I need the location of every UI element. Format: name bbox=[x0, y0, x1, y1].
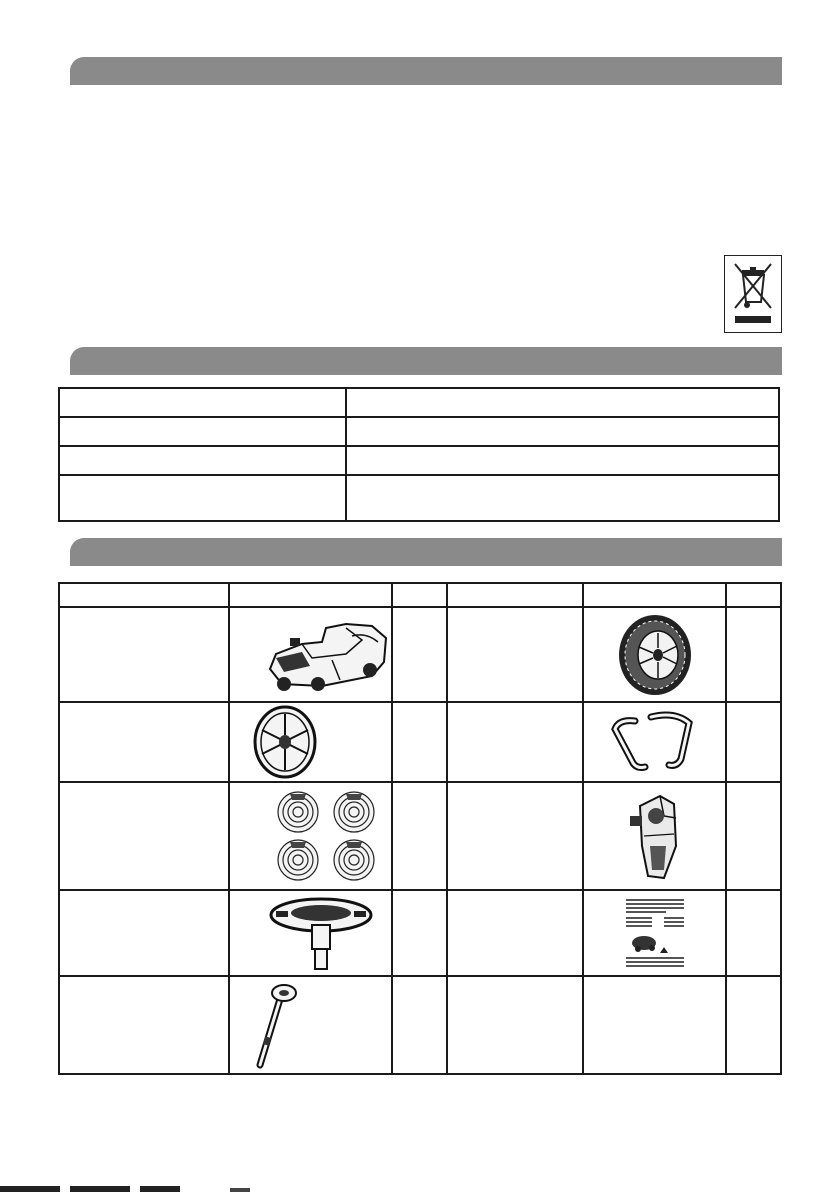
quantity-cell bbox=[726, 702, 781, 782]
part-image-cell bbox=[583, 607, 726, 702]
part-image-cell bbox=[229, 607, 392, 702]
quantity-cell bbox=[392, 782, 447, 890]
part-name-cell bbox=[59, 702, 229, 782]
header-cell bbox=[392, 583, 447, 607]
part-name-cell bbox=[59, 782, 229, 890]
part-image-cell bbox=[583, 976, 726, 1074]
bottom-edge-artifact bbox=[0, 1186, 840, 1192]
table-row bbox=[59, 446, 779, 475]
table-row bbox=[59, 890, 781, 976]
table-row bbox=[59, 976, 781, 1074]
table-row bbox=[59, 417, 779, 446]
quantity-cell bbox=[726, 890, 781, 976]
wheel-icon bbox=[610, 612, 700, 698]
spec-value-cell bbox=[346, 417, 779, 446]
part-name-cell bbox=[447, 782, 583, 890]
table-row bbox=[59, 702, 781, 782]
table-row bbox=[59, 388, 779, 417]
quantity-cell bbox=[726, 782, 781, 890]
part-image-cell bbox=[229, 782, 392, 890]
quantity-cell bbox=[392, 607, 447, 702]
table-row bbox=[59, 475, 779, 521]
steering-wheel-icon bbox=[266, 893, 376, 973]
quantity-cell bbox=[392, 702, 447, 782]
quantity-cell bbox=[392, 976, 447, 1074]
spec-label-cell bbox=[59, 388, 346, 417]
part-name-cell bbox=[59, 976, 229, 1074]
seat-pads-icon bbox=[270, 786, 390, 886]
crossed-out-wheelie-bin-icon bbox=[725, 256, 781, 332]
part-name-cell bbox=[447, 890, 583, 976]
pedal-lever-icon bbox=[250, 979, 300, 1071]
quantity-cell bbox=[726, 976, 781, 1074]
section-header-bar-1 bbox=[70, 57, 782, 85]
header-cell bbox=[583, 583, 726, 607]
manual-sheet-icon bbox=[620, 895, 690, 971]
gearbox-motor-icon bbox=[620, 786, 690, 886]
car-body-icon bbox=[262, 614, 392, 696]
part-image-cell bbox=[583, 890, 726, 976]
part-image-cell bbox=[229, 976, 392, 1074]
part-name-cell bbox=[447, 976, 583, 1074]
quantity-cell bbox=[726, 607, 781, 702]
table-header-row bbox=[59, 583, 781, 607]
wheel-hubcap-icon bbox=[250, 704, 320, 780]
part-image-cell bbox=[229, 702, 392, 782]
spec-label-cell bbox=[59, 417, 346, 446]
spec-value-cell bbox=[346, 388, 779, 417]
section-header-bar-3 bbox=[70, 538, 782, 566]
header-cell bbox=[59, 583, 229, 607]
header-cell bbox=[447, 583, 583, 607]
header-cell bbox=[229, 583, 392, 607]
spec-label-cell bbox=[59, 446, 346, 475]
table-row bbox=[59, 607, 781, 702]
part-name-cell bbox=[59, 890, 229, 976]
part-image-cell bbox=[229, 890, 392, 976]
part-name-cell bbox=[447, 702, 583, 782]
quantity-cell bbox=[392, 890, 447, 976]
part-image-cell bbox=[583, 782, 726, 890]
table-row bbox=[59, 782, 781, 890]
part-name-cell bbox=[447, 607, 583, 702]
spec-value-cell bbox=[346, 446, 779, 475]
weee-symbol bbox=[724, 255, 782, 333]
specifications-table bbox=[58, 387, 780, 522]
bumper-bars-icon bbox=[605, 707, 705, 777]
section-header-bar-2 bbox=[70, 347, 782, 375]
spec-label-cell bbox=[59, 475, 346, 521]
part-image-cell bbox=[583, 702, 726, 782]
header-cell bbox=[726, 583, 781, 607]
part-name-cell bbox=[59, 607, 229, 702]
spec-value-cell bbox=[346, 475, 779, 521]
parts-list-table bbox=[58, 582, 782, 1075]
